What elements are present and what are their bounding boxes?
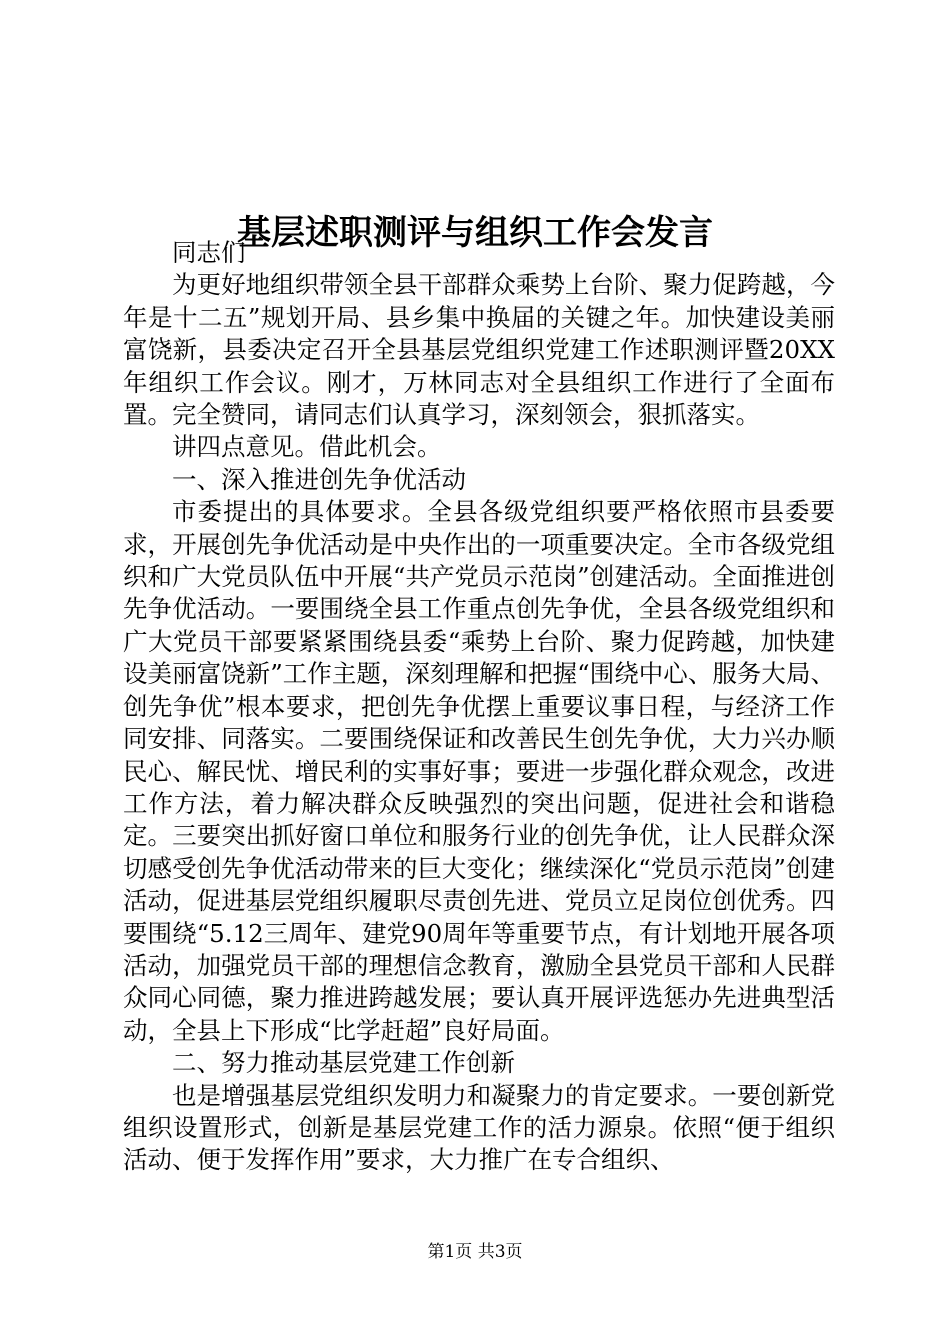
- section-heading-2: 二、努力推动基层党建工作创新: [172, 1048, 515, 1078]
- section-heading-1: 一、深入推进创先争优活动: [172, 464, 466, 494]
- document-body: [123, 237, 835, 1177]
- intro-paragraph: 为更好地组织带领全县干部群众乘势上台阶、聚力促跨越，今年是十二五”规划开局、县乡集中换届的关键之年。加快建设美丽富饶新，县委决定召开全县基层党组织党建工作述职测评暨20XX年组织工作会议。刚才，万林同志对全县组织工作进行了全面布置。完全赞同，请同志们认真学习，深刻领会，狠抓落实。: [123, 270, 835, 430]
- document-title: 基层述职测评与组织工作会发言: [237, 212, 713, 253]
- section-1-paragraph: 市委提出的具体要求。全县各级党组织要严格依照市县委要求，开展创先争优活动是中央作出的一项重要决定。全市各级党组织和广大党员队伍中开展“共产党员示范岗”创建活动。全面推进创先争优活动。一要围绕全县工作重点创先争优，全县各级党组织和广大党员干部要紧紧围绕县委“乘势上台阶、聚力促跨越，加快建设美丽富饶新”工作主题，深刻理解和把握“围绕中心、服务大局、创先争优”根本要求，把创先争优摆上重要议事日程，与经济工作同安排、同落实。二要围绕保证和改善民生创先争优，大力兴办顺民心、解民忧、增民利的实事好事；要进一步强化群众观念，改进工作方法，着力解决群众反映强烈的突出问题，促进社会和谐稳定。三要突出抓好窗口单位和服务行业的创先争优，让人民群众深切感受创先争优活动带来的巨大变化；继续深化“党员示范岗”创建活动，促进基层党组织履职尽责创先进、党员立足岗位创优秀。四要围绕“5.12三周年、建党90周年等重要节点，有计划地开展各项活动，加强党员干部的理想信念教育，激励全县党员干部和人民群众同心同德，聚力推进跨越发展；要认真开展评选惩办先进典型活动，全县上下形成“比学赶超”良好局面。: [123, 497, 835, 1045]
- transition-paragraph: 讲四点意见。借此机会。: [172, 432, 442, 462]
- page-number-footer: 第1页 共3页: [427, 1242, 523, 1262]
- section-2-paragraph: 也是增强基层党组织发明力和凝聚力的肯定要求。一要创新党组织设置形式，创新是基层党建工作的活力源泉。依照“便于组织活动、便于发挥作用”要求，大力推广在专合组织、: [123, 1080, 835, 1175]
- salutation: 同志们: [172, 238, 246, 267]
